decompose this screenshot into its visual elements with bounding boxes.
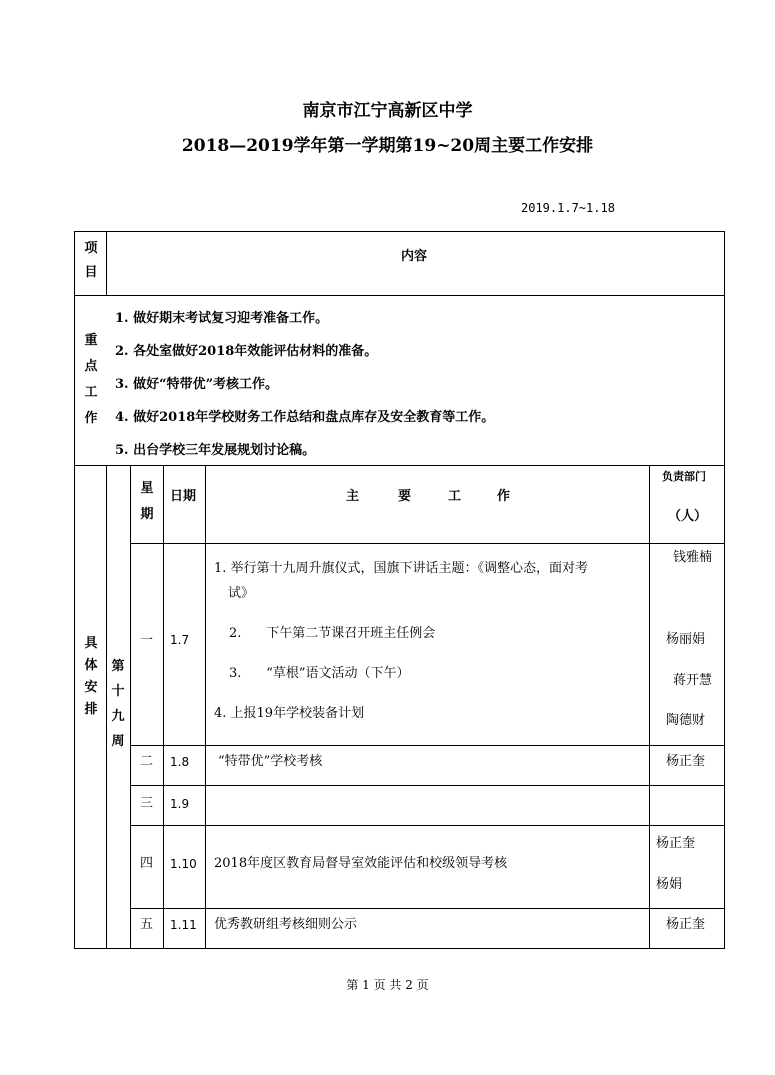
work-item: 1. 举行第十九周升旗仪式，国旗下讲话主题：《调整心态，面对考 (214, 561, 589, 576)
date-cell: 1.7 (170, 633, 190, 647)
col-divider (130, 465, 131, 949)
date-header: 日期 (170, 489, 197, 504)
weekday-cell: 四 (140, 856, 154, 871)
date-range: 2019.1.7~1.18 (521, 201, 615, 215)
row-divider (130, 825, 725, 826)
date-cell: 1.10 (170, 857, 197, 871)
dept-header-sub: （人） (668, 509, 708, 524)
school-title: 南京市江宁高新区中学 (302, 101, 473, 121)
schedule-label: 具 体 安 排 (84, 636, 98, 717)
page-footer: 第 1 页 共 2 页 (346, 978, 429, 992)
row-divider (130, 543, 725, 544)
key-work-label: 重 点 工 作 (84, 333, 98, 426)
weekday-cell: 五 (140, 917, 154, 932)
work-item: 试》 (228, 586, 255, 601)
row-divider (130, 908, 725, 909)
work-item: 2. 下午第二节课召开班主任例会 (229, 626, 436, 641)
key-work-item: 1. 做好期末考试复习迎考准备工作。 (115, 311, 329, 326)
row-divider (130, 745, 725, 746)
weekday-cell: 三 (140, 796, 154, 811)
work-item: 2018年度区教育局督导室效能评估和校级领导考核 (214, 856, 508, 871)
key-work-item: 3. 做好“特带优”考核工作。 (115, 377, 279, 392)
work-item: “特带优”学校考核 (218, 754, 323, 769)
main-work-header-2: 要 (398, 489, 412, 504)
weekday-header: 星 期 (140, 481, 154, 522)
date-cell: 1.11 (170, 918, 197, 932)
schedule-subtitle: 2018—2019学年第一学期第19~20周主要工作安排 (181, 136, 594, 156)
row-divider (74, 295, 725, 296)
weekday-cell: 二 (140, 754, 154, 769)
weekday-cell: 一 (140, 633, 154, 648)
col-divider (205, 465, 206, 949)
item-header: 项 目 (84, 241, 98, 280)
col-divider (106, 231, 107, 295)
person-cell: 陶德财 (666, 713, 706, 728)
main-work-header-1: 主 (346, 489, 360, 504)
col-divider (163, 465, 164, 949)
date-cell: 1.9 (170, 797, 190, 811)
content-header: 内容 (401, 249, 428, 264)
key-work-item: 4. 做好2018年学校财务工作总结和盘点库存及安全教育等工作。 (115, 410, 495, 425)
main-work-header-4: 作 (497, 489, 511, 504)
table-border (74, 231, 725, 949)
key-work-item: 5. 出台学校三年发展规划讨论稿。 (115, 443, 316, 458)
person-cell: 蒋开慧 (673, 673, 713, 688)
work-item: 优秀教研组考核细则公示 (214, 917, 358, 932)
person-cell: 杨娟 (656, 877, 683, 892)
date-cell: 1.8 (170, 755, 190, 769)
person-cell: 杨正奎 (666, 754, 706, 769)
work-item: 4. 上报19年学校装备计划 (214, 706, 365, 721)
row-divider (74, 465, 725, 466)
person-cell: 杨正奎 (666, 917, 706, 932)
person-cell: 杨丽娟 (666, 632, 706, 647)
main-work-header-3: 工 (448, 489, 462, 504)
person-cell: 杨正奎 (656, 836, 696, 851)
work-item: 3. “草根”语文活动（下午） (229, 666, 410, 681)
key-work-item: 2. 各处室做好2018年效能评估材料的准备。 (115, 344, 378, 359)
week-label: 第 十 九 周 (111, 659, 125, 749)
row-divider (130, 785, 725, 786)
person-cell: 钱雅楠 (673, 550, 713, 565)
dept-header: 负责部门 (662, 470, 706, 483)
col-divider (649, 465, 650, 949)
